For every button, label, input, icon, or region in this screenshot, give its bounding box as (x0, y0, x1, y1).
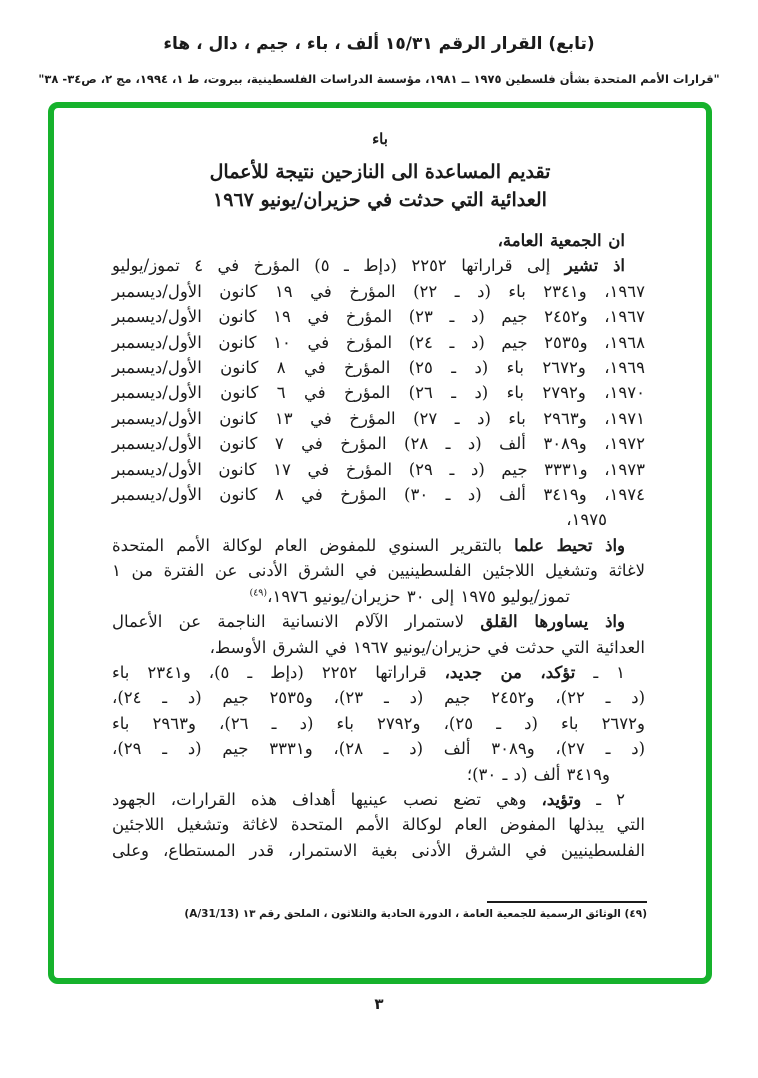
text-segment: تموز/يوليو ١٩٧٥ إلى ٣٠ حزيران/يونيو ١٩٧٦، (267, 586, 570, 606)
text-segment: وتؤيد، (541, 789, 582, 809)
text-line (112, 711, 645, 736)
text-segment: ١٩٧٥، (566, 510, 607, 530)
footnote-reference: (٤٩) (249, 587, 268, 599)
text-segment: ١٩٦٧، و٢٤٥٢ جيم (د ـ ٢٣) المؤرخ في ١٩ كانون الأول/ديسمبر (112, 307, 645, 327)
resolution-frame (48, 102, 712, 984)
text-segment: و٢٦٧٢ باء (د ـ ٢٥)، و٢٧٩٢ باء (د ـ ٢٦)، و٢٩٦٣ باء (112, 713, 645, 733)
text-segment: (د ـ ٢٧)، و٣٠٨٩ ألف (د ـ ٢٨)، و٣٣٣١ جيم (د ـ ٢٩)، (112, 739, 646, 759)
footnote-separator (487, 901, 647, 903)
resolution-title-line1: تقديم المساعدة الى النازحين نتيجة للأعمال (209, 161, 551, 183)
text-line (112, 558, 645, 583)
text-line (112, 355, 645, 380)
text-line (112, 228, 645, 253)
text-segment: واذ يساورها القلق (480, 612, 625, 632)
footnote-area (54, 901, 706, 920)
text-line (112, 380, 645, 405)
text-segment: ١ ـ (575, 662, 626, 682)
text-segment: (د ـ ٢٢)، و٢٤٥٢ جيم (د ـ ٢٣)، و٢٥٣٥ جيم (د ـ ٢٤)، (112, 688, 646, 708)
resolution-title-line2: العدائية التي حدثت في حزيران/يونيو ١٩٦٧ (213, 189, 547, 211)
text-line (112, 787, 645, 812)
text-segment: ١٩٦٧، و٢٣٤١ باء (د ـ ٢٢) المؤرخ في ١٩ كانون الأول/ديسمبر (112, 281, 645, 301)
text-segment: ان الجمعية العامة، (497, 231, 625, 250)
text-line (112, 533, 645, 558)
section-letter: باء (372, 130, 388, 148)
text-segment: التي يبذلها المفوض العام لوكالة الأمم المتحدة لاغاثة وتشغيل اللاجئين (112, 815, 645, 835)
text-segment: لاغاثة وتشغيل اللاجئين الفلسطينيين في الشرق الأدنى عن الفترة من ١ (112, 561, 645, 581)
text-line (112, 330, 645, 355)
text-segment: ١٩٧٣، و٣٣٣١ جيم (د ـ ٢٩) المؤرخ في ١٧ كانون الأول/ديسمبر (112, 459, 645, 479)
text-segment: العدائية التي حدثت في حزيران/يونيو ١٩٦٧ في الشرق الأوسط، (209, 637, 645, 657)
footnote: (٤٩) الوثائق الرسمية للجمعية العامة ، الدورة الحادية والثلاثون ، الملحق رقم ١٣ (A/31/13) (184, 908, 647, 921)
text-segment: لاستمرار الآلام الانسانية الناجمة عن الأعمال (112, 612, 481, 632)
text-line (112, 431, 645, 456)
text-segment: ١٩٧٠، و٢٧٩٢ باء (د ـ ٢٦) المؤرخ في ٦ كانون الأول/ديسمبر (112, 383, 645, 403)
text-line (112, 660, 645, 685)
text-segment: ١٩٧١، و٢٩٦٣ باء (د ـ ٢٧) المؤرخ في ١٣ كانون الأول/ديسمبر (112, 408, 645, 428)
text-segment: قراراتها ٢٢٥٢ (دإط ـ ٥)، و٢٣٤١ باء (112, 662, 445, 682)
text-line (112, 457, 645, 482)
text-line (112, 507, 645, 532)
text-line (112, 304, 645, 329)
text-segment: وهي تضع نصب عينيها أهداف هذه القرارات، الجهود (112, 789, 542, 809)
text-segment: ١٩٧٢، و٣٠٨٩ ألف (د ـ ٢٨) المؤرخ في ٧ كانون الأول/ديسمبر (112, 434, 645, 454)
text-line (112, 482, 645, 507)
text-segment: ١٩٦٨، و٢٥٣٥ جيم (د ـ ٢٤) المؤرخ في ١٠ كانون الأول/ديسمبر (112, 332, 645, 352)
text-line (112, 609, 645, 634)
text-line (112, 812, 645, 837)
text-segment: ٢ ـ (581, 789, 625, 809)
page-number: ٣ (374, 995, 384, 1013)
text-segment: الفلسطينيين في الشرق الأدنى بغية الاستمرار، قدر المستطاع، وعلى (112, 840, 645, 860)
text-line (112, 838, 645, 863)
text-segment: واذ تحيط علما (514, 535, 625, 555)
text-line (112, 584, 645, 609)
text-line (112, 635, 645, 660)
text-line (112, 736, 645, 761)
text-line (112, 685, 645, 710)
header-citation: "قرارات الأمم المتحدة بشأن فلسطين ١٩٧٥ ــ ١٩٨١، مؤسسة الدراسات الفلسطينية، بيروت، ط ١، ١٩٩٤، مج ٢، ص٣٤- ٣٨" (38, 72, 720, 86)
text-segment: تؤكد، من جديد، (444, 662, 576, 682)
text-line (112, 762, 645, 787)
text-segment: ١٩٦٩، و٢٦٧٢ باء (د ـ ٢٥) المؤرخ في ٨ كانون الأول/ديسمبر (112, 358, 645, 378)
text-segment: ١٩٧٤، و٣٤١٩ ألف (د ـ ٣٠) المؤرخ في ٨ كانون الأول/ديسمبر (112, 485, 645, 505)
text-line (112, 253, 645, 278)
text-segment: إلى قراراتها ٢٢٥٢ (دإط ـ ٥) المؤرخ في ٤ تموز/يوليو (112, 256, 565, 276)
text-segment: و٣٤١٩ ألف (د ـ ٣٠)؛ (466, 764, 610, 784)
text-line (112, 279, 645, 304)
text-line (112, 406, 645, 431)
text-segment: بالتقرير السنوي للمفوض العام لوكالة الأمم المتحدة (112, 535, 515, 555)
text-segment: اذ تشير (564, 256, 626, 276)
resolution-body (54, 214, 706, 863)
header-resolution-title: (تابع) القرار الرقم ١٥/٣١ ألف ، باء ، جيم ، دال ، هاء (163, 34, 595, 54)
